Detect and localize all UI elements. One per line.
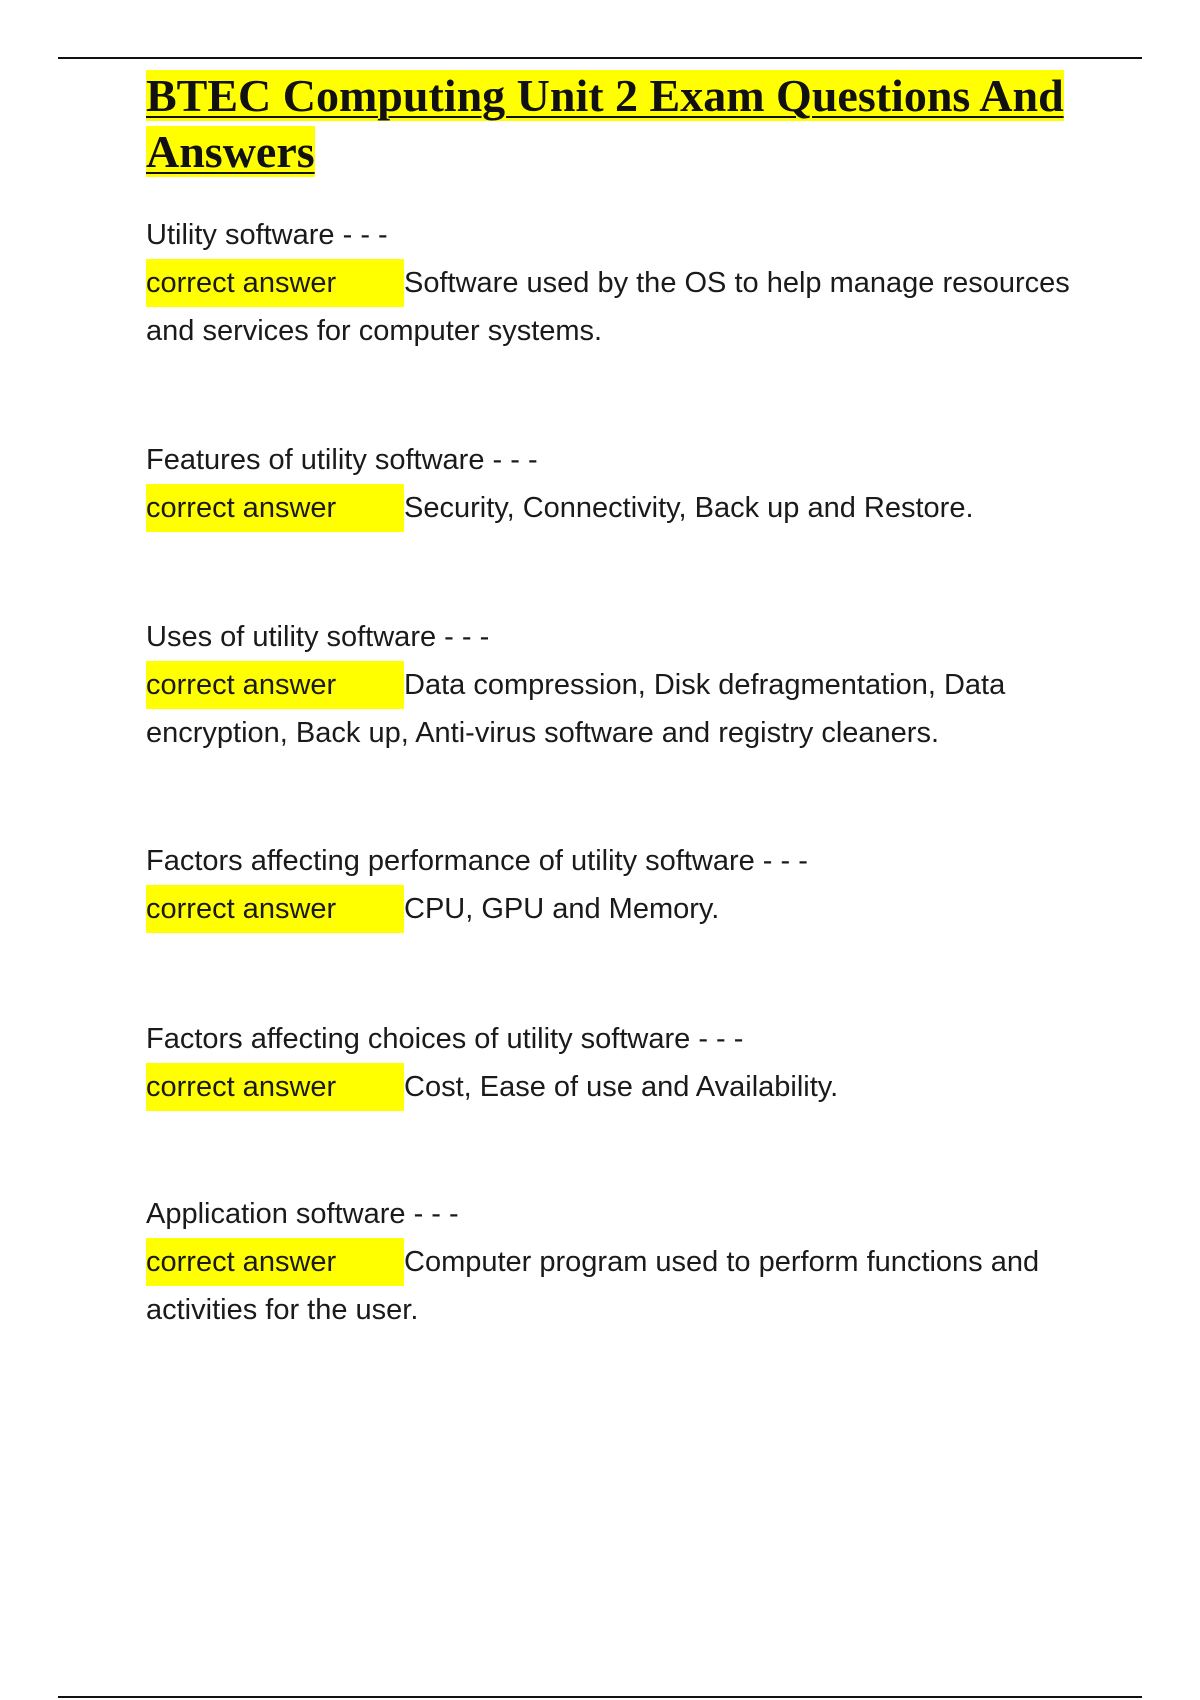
- qa-item: [146, 436, 1076, 532]
- qa-item: [146, 211, 1076, 355]
- answer-line: [146, 885, 1076, 933]
- answer-text: Security, Connectivity, Back up and Restore.: [404, 492, 974, 524]
- top-divider: [58, 57, 1142, 59]
- question-text: Factors affecting choices of utility software - - -: [146, 1023, 744, 1055]
- bottom-divider: [58, 1696, 1142, 1698]
- answer-text: CPU, GPU and Memory.: [404, 893, 720, 925]
- qa-item: [146, 1015, 1076, 1111]
- qa-item: [146, 613, 1076, 757]
- answer-text: Computer program used to perform functions and activities for the user.: [146, 1246, 1040, 1326]
- question-text: Features of utility software - - -: [146, 444, 538, 476]
- answer-line: [146, 1238, 1076, 1334]
- correct-answer-label: correct answer: [146, 259, 404, 307]
- answer-text: Data compression, Disk defragmentation, Data encryption, Back up, Anti-virus software and registry cleaners.: [146, 669, 1006, 749]
- answer-line: [146, 1063, 1076, 1111]
- answer-line: [146, 259, 1076, 355]
- question-text: Uses of utility software - - -: [146, 621, 490, 653]
- correct-answer-label: correct answer: [146, 885, 404, 933]
- question-text: Application software - - -: [146, 1198, 459, 1230]
- page-title-text: BTEC Computing Unit 2 Exam Questions And Answers: [146, 70, 1064, 177]
- page-title: [146, 68, 1066, 180]
- answer-line: [146, 484, 1076, 532]
- correct-answer-label: correct answer: [146, 1238, 404, 1286]
- qa-item: [146, 1190, 1076, 1334]
- answer-line: [146, 661, 1076, 757]
- correct-answer-label: correct answer: [146, 484, 404, 532]
- question-text: Factors affecting performance of utility software - - -: [146, 845, 808, 877]
- answer-text: Cost, Ease of use and Availability.: [404, 1071, 839, 1103]
- correct-answer-label: correct answer: [146, 661, 404, 709]
- correct-answer-label: correct answer: [146, 1063, 404, 1111]
- answer-text: Software used by the OS to help manage resources and services for computer systems.: [146, 267, 1070, 347]
- qa-item: [146, 837, 1076, 933]
- question-text: Utility software - - -: [146, 219, 388, 251]
